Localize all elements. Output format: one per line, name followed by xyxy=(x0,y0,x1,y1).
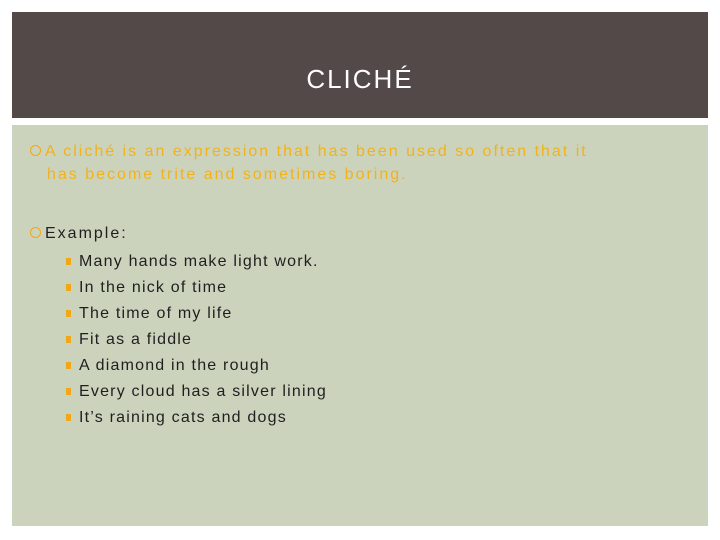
bullet-example-heading xyxy=(30,222,128,245)
list-item xyxy=(66,275,327,301)
hollow-circle-icon xyxy=(30,145,41,156)
square-bullet-icon xyxy=(66,258,71,265)
square-bullet-icon xyxy=(66,284,71,291)
definition-line-2: has become trite and sometimes boring. xyxy=(47,166,408,183)
list-item-text: Fit as a fiddle xyxy=(79,331,193,348)
list-item xyxy=(66,379,327,405)
example-list xyxy=(66,249,327,431)
bullet-definition xyxy=(30,140,670,186)
list-item-text: A diamond in the rough xyxy=(79,357,270,374)
hollow-circle-icon xyxy=(30,227,41,238)
example-heading-text: Example: xyxy=(45,225,128,242)
list-item-text: In the nick of time xyxy=(79,279,228,296)
list-item xyxy=(66,405,327,431)
square-bullet-icon xyxy=(66,388,71,395)
square-bullet-icon xyxy=(66,414,71,421)
slide-title: CLICHÉ xyxy=(306,64,414,94)
list-item xyxy=(66,353,327,379)
square-bullet-icon xyxy=(66,336,71,343)
definition-line-1: A cliché is an expression that has been used so often that it xyxy=(45,143,588,160)
square-bullet-icon xyxy=(66,310,71,317)
square-bullet-icon xyxy=(66,362,71,369)
title-band xyxy=(12,12,708,118)
list-item xyxy=(66,301,327,327)
list-item xyxy=(66,327,327,353)
list-item xyxy=(66,249,327,275)
list-item-text: Many hands make light work. xyxy=(79,253,319,270)
list-item-text: Every cloud has a silver lining xyxy=(79,383,327,400)
list-item-text: The time of my life xyxy=(79,305,233,322)
list-item-text: It’s raining cats and dogs xyxy=(79,409,287,426)
